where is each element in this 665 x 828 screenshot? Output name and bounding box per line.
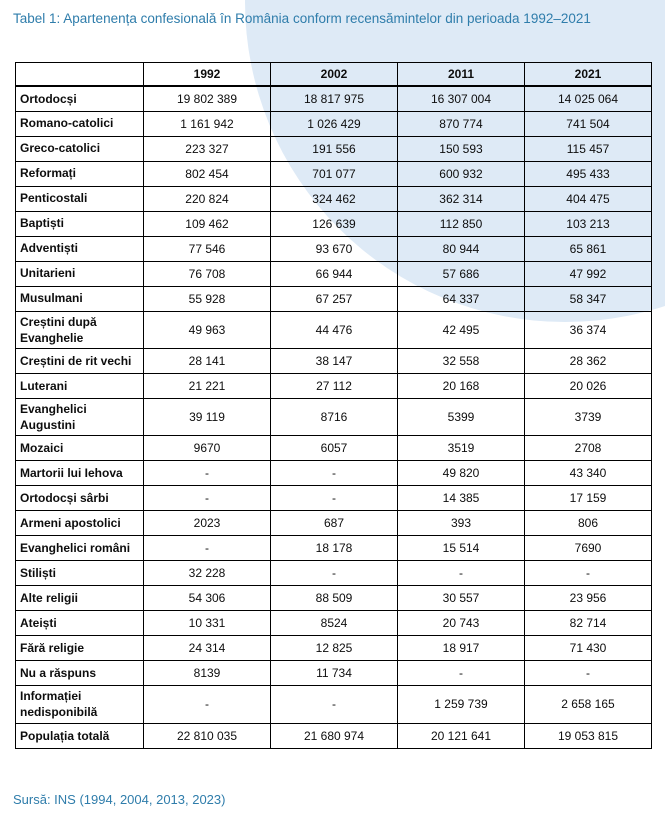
cell-value: 741 504 [525, 111, 652, 136]
cell-value: - [398, 661, 525, 686]
cell-value: 150 593 [398, 136, 525, 161]
table-row [16, 398, 652, 435]
cell-value: 22 810 035 [144, 723, 271, 748]
cell-value: 19 802 389 [144, 86, 271, 111]
row-label: Creștini după Evanghelie [16, 311, 144, 348]
row-label: Penticostali [16, 186, 144, 211]
cell-value: - [271, 461, 398, 486]
table-row [16, 86, 652, 111]
cell-value: 80 944 [398, 236, 525, 261]
table-row [16, 486, 652, 511]
cell-value: 1 026 429 [271, 111, 398, 136]
cell-value: 58 347 [525, 286, 652, 311]
table-row [16, 611, 652, 636]
row-label: Reformați [16, 161, 144, 186]
cell-value: - [525, 561, 652, 586]
cell-value: 65 861 [525, 236, 652, 261]
cell-value: 2708 [525, 436, 652, 461]
row-label: Ortodocși sârbi [16, 486, 144, 511]
table-row [16, 373, 652, 398]
cell-value: 393 [398, 511, 525, 536]
cell-value: 28 141 [144, 348, 271, 373]
row-label: Nu a răspuns [16, 661, 144, 686]
cell-value: 39 119 [144, 398, 271, 435]
census-table [15, 62, 652, 749]
cell-value: 18 917 [398, 636, 525, 661]
table-row [16, 186, 652, 211]
cell-value: 802 454 [144, 161, 271, 186]
column-header-1992: 1992 [144, 63, 271, 87]
table-caption: Tabel 1: Apartenența confesională în România conform recensămintelor din perioada 1992–2021 [13, 11, 591, 26]
cell-value: 27 112 [271, 373, 398, 398]
cell-value: 1 259 739 [398, 686, 525, 723]
table-row [16, 111, 652, 136]
cell-value: 223 327 [144, 136, 271, 161]
cell-value: 687 [271, 511, 398, 536]
cell-value: 32 558 [398, 348, 525, 373]
cell-value: 14 025 064 [525, 86, 652, 111]
row-label: Greco-catolici [16, 136, 144, 161]
cell-value: 191 556 [271, 136, 398, 161]
cell-value: 2023 [144, 511, 271, 536]
cell-value: - [271, 561, 398, 586]
cell-value: 10 331 [144, 611, 271, 636]
cell-value: 3519 [398, 436, 525, 461]
cell-value: 30 557 [398, 586, 525, 611]
cell-value: 20 168 [398, 373, 525, 398]
cell-value: 82 714 [525, 611, 652, 636]
cell-value: 103 213 [525, 211, 652, 236]
row-label: Evanghelici Augustini [16, 398, 144, 435]
table-row [16, 586, 652, 611]
column-header-2002: 2002 [271, 63, 398, 87]
cell-value: 20 121 641 [398, 723, 525, 748]
cell-value: 49 820 [398, 461, 525, 486]
table-row [16, 636, 652, 661]
column-header-2021: 2021 [525, 63, 652, 87]
cell-value: 1 161 942 [144, 111, 271, 136]
cell-value: 8716 [271, 398, 398, 435]
cell-value: 15 514 [398, 536, 525, 561]
cell-value: 362 314 [398, 186, 525, 211]
cell-value: 49 963 [144, 311, 271, 348]
table-row [16, 161, 652, 186]
table-row [16, 536, 652, 561]
source-note: Sursă: INS (1994, 2004, 2013, 2023) [13, 792, 226, 807]
row-label: Musulmani [16, 286, 144, 311]
cell-value: 8524 [271, 611, 398, 636]
cell-value: 19 053 815 [525, 723, 652, 748]
table-row [16, 286, 652, 311]
cell-value: 17 159 [525, 486, 652, 511]
table-row [16, 561, 652, 586]
row-label: Informației nedisponibilă [16, 686, 144, 723]
table-row [16, 723, 652, 748]
row-label: Alte religii [16, 586, 144, 611]
table-row [16, 236, 652, 261]
row-label: Ortodocși [16, 86, 144, 111]
cell-value: 20 743 [398, 611, 525, 636]
cell-value: - [144, 461, 271, 486]
cell-value: 88 509 [271, 586, 398, 611]
cell-value: 38 147 [271, 348, 398, 373]
row-label: Populația totală [16, 723, 144, 748]
cell-value: 42 495 [398, 311, 525, 348]
cell-value: 3739 [525, 398, 652, 435]
cell-value: 806 [525, 511, 652, 536]
cell-value: 66 944 [271, 261, 398, 286]
table-row [16, 211, 652, 236]
cell-value: - [144, 486, 271, 511]
cell-value: 20 026 [525, 373, 652, 398]
table-row [16, 686, 652, 723]
row-label: Fără religie [16, 636, 144, 661]
cell-value: 44 476 [271, 311, 398, 348]
column-header-empty [16, 63, 144, 87]
cell-value: 43 340 [525, 461, 652, 486]
cell-value: 5399 [398, 398, 525, 435]
cell-value: 324 462 [271, 186, 398, 211]
cell-value: 8139 [144, 661, 271, 686]
cell-value: 14 385 [398, 486, 525, 511]
row-label: Armeni apostolici [16, 511, 144, 536]
table-row [16, 136, 652, 161]
cell-value: - [144, 536, 271, 561]
cell-value: 12 825 [271, 636, 398, 661]
header-row [16, 63, 652, 87]
cell-value: 55 928 [144, 286, 271, 311]
table-row [16, 461, 652, 486]
table-row [16, 511, 652, 536]
cell-value: 7690 [525, 536, 652, 561]
table-row [16, 261, 652, 286]
cell-value: 9670 [144, 436, 271, 461]
row-label: Martorii lui Iehova [16, 461, 144, 486]
table-row [16, 661, 652, 686]
cell-value: 93 670 [271, 236, 398, 261]
row-label: Evanghelici români [16, 536, 144, 561]
cell-value: 600 932 [398, 161, 525, 186]
cell-value: 495 433 [525, 161, 652, 186]
row-label: Stiliști [16, 561, 144, 586]
cell-value: 11 734 [271, 661, 398, 686]
row-label: Creștini de rit vechi [16, 348, 144, 373]
row-label: Luterani [16, 373, 144, 398]
column-header-2011: 2011 [398, 63, 525, 87]
cell-value: 36 374 [525, 311, 652, 348]
cell-value: 57 686 [398, 261, 525, 286]
cell-value: 6057 [271, 436, 398, 461]
cell-value: - [525, 661, 652, 686]
cell-value: 115 457 [525, 136, 652, 161]
cell-value: 64 337 [398, 286, 525, 311]
cell-value: 21 221 [144, 373, 271, 398]
cell-value: 71 430 [525, 636, 652, 661]
row-label: Unitarieni [16, 261, 144, 286]
cell-value: 16 307 004 [398, 86, 525, 111]
row-label: Ateiști [16, 611, 144, 636]
cell-value: - [271, 486, 398, 511]
cell-value: - [271, 686, 398, 723]
cell-value: 112 850 [398, 211, 525, 236]
cell-value: 220 824 [144, 186, 271, 211]
cell-value: - [144, 686, 271, 723]
cell-value: 24 314 [144, 636, 271, 661]
cell-value: 126 639 [271, 211, 398, 236]
cell-value: 18 817 975 [271, 86, 398, 111]
cell-value: 18 178 [271, 536, 398, 561]
cell-value: 28 362 [525, 348, 652, 373]
cell-value: 77 546 [144, 236, 271, 261]
row-label: Mozaici [16, 436, 144, 461]
cell-value: 54 306 [144, 586, 271, 611]
cell-value: 870 774 [398, 111, 525, 136]
cell-value: 23 956 [525, 586, 652, 611]
table-row [16, 348, 652, 373]
cell-value: 21 680 974 [271, 723, 398, 748]
cell-value: 109 462 [144, 211, 271, 236]
cell-value: 2 658 165 [525, 686, 652, 723]
cell-value: - [398, 561, 525, 586]
cell-value: 404 475 [525, 186, 652, 211]
cell-value: 32 228 [144, 561, 271, 586]
row-label: Baptiști [16, 211, 144, 236]
cell-value: 76 708 [144, 261, 271, 286]
table-row [16, 311, 652, 348]
table-row [16, 436, 652, 461]
row-label: Romano-catolici [16, 111, 144, 136]
cell-value: 47 992 [525, 261, 652, 286]
cell-value: 67 257 [271, 286, 398, 311]
cell-value: 701 077 [271, 161, 398, 186]
row-label: Adventiști [16, 236, 144, 261]
